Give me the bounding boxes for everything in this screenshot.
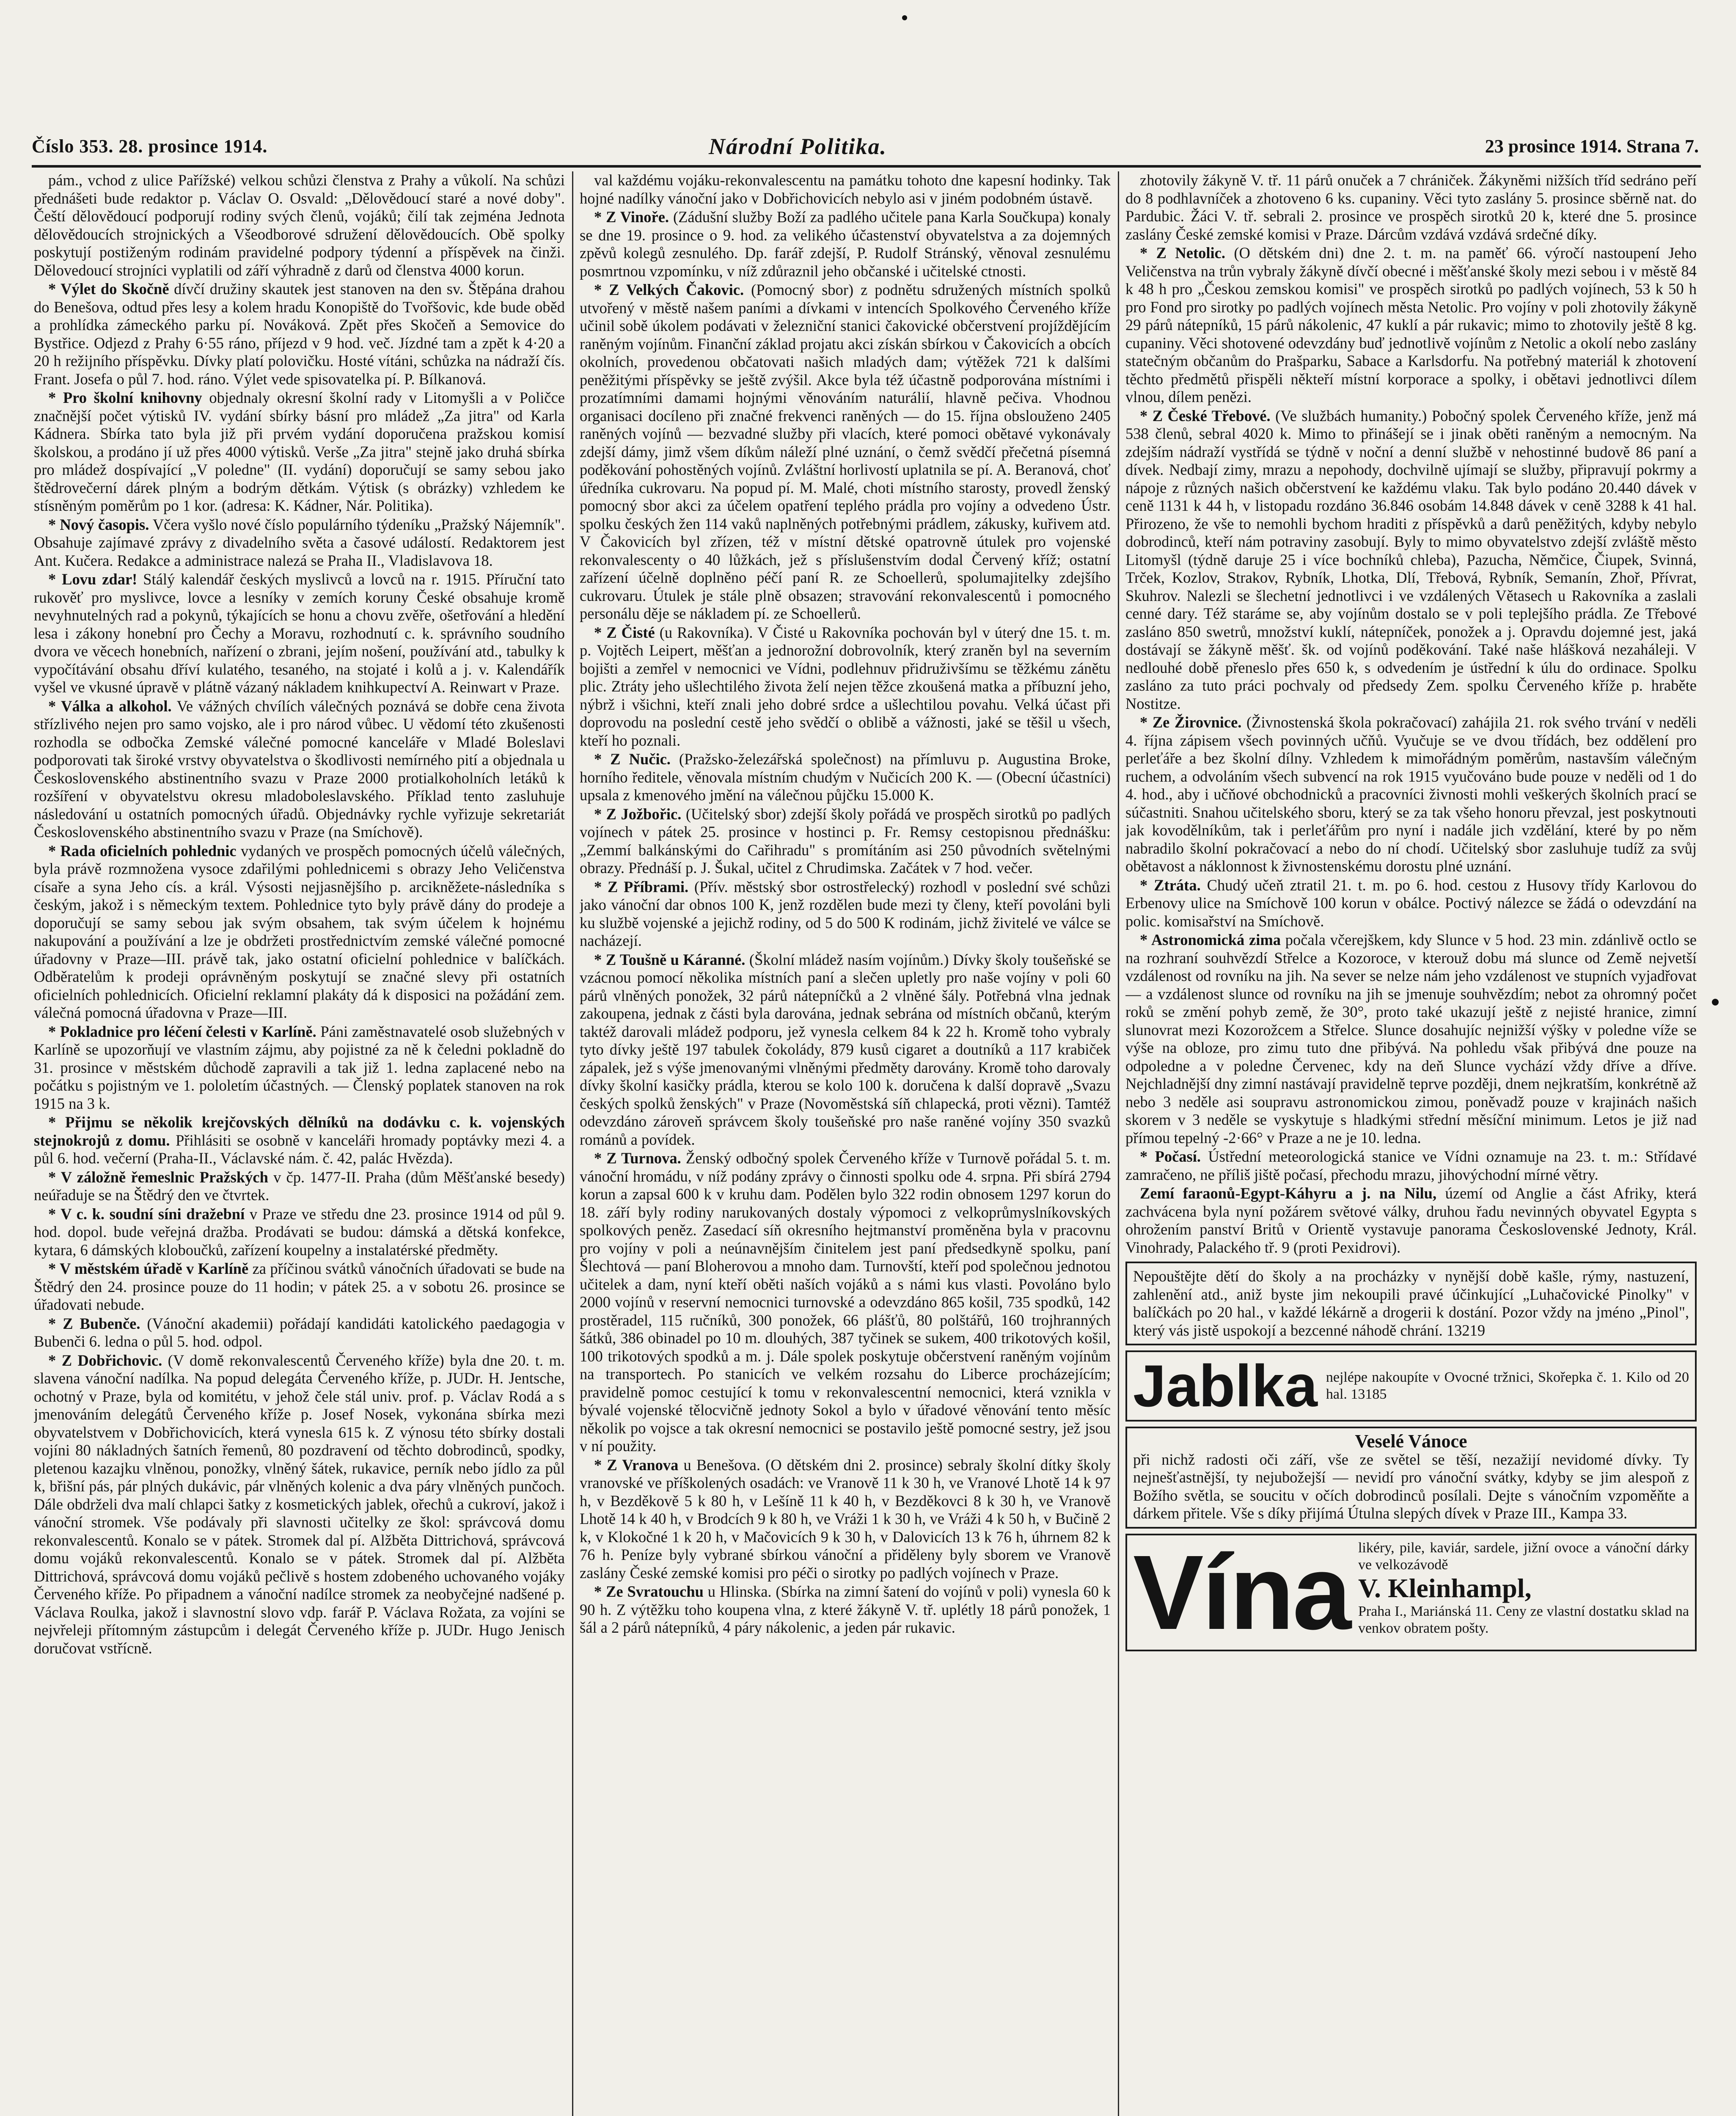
ad-vina-text: likéry, pile, kaviár, sardele, jižní ovoce a vánoční dárky ve velkozávodě <box>1358 1540 1689 1573</box>
article-heading: * Přijmu se několik krejčovských dělníků na dodávku c. k. vojenských stejnokrojů z domu. <box>34 1113 565 1149</box>
article-paragraph <box>580 750 1111 805</box>
article-heading: * Z Dobřichovic. <box>48 1351 162 1369</box>
article-paragraph <box>34 697 565 841</box>
article-body: Ve vážných chvílích válečných poznává se dobře cena života střízlivého nejen pro samo vojsko, ale i pro národ vůbec. U vědomí této zkušenosti rozhodla se odbočka Zemské válečné pomocné kanceláře v Mladé Boleslavi podporovati tak široké vrstvy obyvatelstva o škodlivosti nemírného pití a objednala u Československého abstinentního svazu v Praze 2000 protialkoholních letáků k rozšíření v obyvatelstvu okresu mladoboleslavského. Příklad tento zasluhuje následování u ostatních pomocných úřadů. Objednávky rychle vyřizuje sekretariát Československého abstinentního svazu v Praze (na Smíchově). <box>34 697 565 840</box>
article-body: (Pomocný sbor) z podnětu sdružených místních spolků utvořený v městě našem paními a dívkami v intencích Spolkového Červeného kříže učinil sobě úkolem podávati v železniční stanici čakovické občerstvení projíždějícím raněným vojínům. Finanční základ projatu akci získán sbírkou v Čakovicích a obcích okolních, provedenou občatovati našich mladých dam; výtěžek 721 k dalšími peněžitými příspěvky se ještě zvýšil. Akce byla též účastně podporována místními i prozatímními damami hojnými věnováním naturálií, hlavně pečiva. Vhodnou organisaci docíleno při značné frekvenci raněných — do 15. října obslouženo 2405 raněných vojínů — bezvadné služby při vlacích, které pomoci obětavé vykonávaly zdejší dámy, jimž všem díkům náleží plné uznání, o čemž svědčí přečetná písemná poděkování pohostěných vojínů. Zvláštní horlivostí uplatnila se pí. A. Beranová, choť úředníka cukrovaru. Na popud pí. M. Malé, choti místního starosty, provedl ženský pomocný sbor akci za účelem opatření teplého prádla pro vojíny a odvedeno Ústr. spolku českých žen 114 vaků naplněných potřebnými prádlem, zákusky, kuřivem atd. V Čakovicích byl zřízen, též v místní dětské opatrovně útulek pro vojenské rekonvalescenty o 40 lůžkách, jež s příslušenstvím dodal Červený kříž; ostatní zařízení účelně doplněno péčí paní R. ze Schoellerů, spolumajitelky zdejšího cukrovaru. Útulek je stále plně obsazen; stravování rekonvalescentů i pomocného personálu děje se nákladem pí. ze Schoellerů. <box>580 281 1111 622</box>
article-heading: * Z Netolic. <box>1140 244 1225 262</box>
article-paragraph <box>34 1315 565 1351</box>
column-2 <box>580 171 1111 2116</box>
article-body: počala včerejškem, kdy Slunce v 5 hod. 23 min. zdánlivě octlo se na rozhraní souhvězdí Střelce a Kozoroce, v kterouž dobu má slunce od Země nejvetší vzdálenost od rovníku na jih. Na sever se nelze nám jeho vzdálenost ve stupních vyjadřovat — a vzdálenost slunce od rovníku na jih se jmenuje souhvězdím; nebot za ohromný počet roků se změní pohyb země, že 30°, proto také ukazují ještě z nejisté hranice, zimní slunovrat mezi Kozorožcem a Střelce. Slunce dosahujíc nejnižší výšky v poledne víže se výše na obloze, pro zimu tuto dne přibývá. Na pohledu však přibývá dne pouze na odpoledne a v poledne Červenec, kdy na deň Slunce vychází vždy dříve a dříve. Nejchladnější dny zimní nastávají pravidelně teprve později, dnem nejkratším, konkrétně až nebo 3 neděle asi soupravu astronomickou zimou, poněvadž pouze v krajinách našich skorem v 3 neděle se vyskytuje s hladkými střední měsíční minimum. Letos je již nad přímou tepelný -2·66° v Praze a ne je 10. ledna. <box>1125 931 1697 1146</box>
article-body: pám., vchod z ulice Pařížské) velkou schůzi členstva z Prahy a vůkolí. Na schůzi přednášeti bude redaktor p. Václav O. Osvald: „Dělovědoucí staré a nové doby". Čeští dělovědoucí podporují rodiny svých členů, vojáků; čilí tak zejména Jednota dělovědoucích strojnických a Všeodborové sdružení dělovědoucích. Obě spolky poskytují postiženým rodinám pravidelné podpory týdenní a příspěvek na činži. Dělovedoucí strojníci vyplatili od září výhradně z darů od členstva 4000 korun. <box>34 171 565 279</box>
ad-vanoce <box>1125 1427 1697 1529</box>
article-paragraph <box>580 1149 1111 1455</box>
page-header <box>32 127 1699 167</box>
print-speck <box>1712 999 1719 1006</box>
article-body: (O dětském dni) dne 2. t. m. na paměť 66. výročí nastoupení Jeho Veličenstva na trůn vybraly žákyně dívčí obecné i měšťanské školy mezi sebou i v městě 84 k 48 h pro „Českou zemskou komisi" ve prospěch sirotků po padlých vojínech, 53 k 50 h pro Fond pro sirotky po padlých vojínech města Netolic. Pro vojíny v poli zhotovily žákyně 29 párů nátepníků, 15 párů nákolenic, 47 kuklí a pár rukavic; mimo to zhotovily ještě 8 kg. cupaniny. Věci shotovené odevzdány buď jednotlivě vojínům z Netolic a okolí nebo zaslány statečným občanům do Prašparku, Sabace a Karlsdorfu. Na potřebný materiál k zhotovení těchto předmětů přispěli někteří místní korporace a spolky, i obětavi jednotlivci dílem vlnou, dílem penězi. <box>1125 244 1697 405</box>
article-body: Chudý učeň ztratil 21. t. m. po 6. hod. cestou z Husovy třídy Karlovou do Erbenovy ulice na Smíchově 100 korun v obálce. Poctivý nálezce se žádá o odevzdání na polic. komisařství na Smíchově. <box>1125 876 1697 930</box>
article-body: území od Anglie a část Afriky, která zachvácena byla nyní požárem světové války, druhou řadu nevinných obyvatel Egypta s ohrožením panství Britů v Orientě vystavuje panorama Československé Jednoty, Král. Vinohrady, Palackého tř. 9 (proti Pexidrovi). <box>1125 1185 1697 1256</box>
article-heading: * Pro školní knihovny <box>48 389 202 406</box>
article-heading: Zemí faraonů-Egypt-Káhyru a j. na Nilu, <box>1140 1185 1437 1202</box>
article-heading: * Počasí. <box>1140 1148 1201 1165</box>
date-page: 23 prosince 1914. Strana 7. <box>1485 136 1699 157</box>
article-paragraph <box>580 624 1111 750</box>
article-heading: * Z Velkých Čakovic. <box>594 281 744 298</box>
article-paragraph <box>1125 931 1697 1147</box>
article-heading: * Pokladnice pro léčení čelesti v Karlíně. <box>48 1022 316 1040</box>
article-body: Ústřední meteorologická stanice ve Vídni oznamuje na 23. t. m.: Střídavé zamračeno, ne příliš jiště počasí, přechodu mrazu, jihovýchodní mírné větry. <box>1125 1148 1697 1183</box>
article-body: dívčí družiny skautek jest stanoven na den sv. Štěpána drahou do Benešova, odtud přes lesy a kolem hradu Konopiště do Tvořšovic, kde bude oběd a prohlídka zámeckého parku pí. Nováková. Zpět přes Skočeň a Semovice do Bystřice. Odjezd z Prahy 6·55 ráno, příjezd v 9 hod. več. Jízdné tam a zpět k 4·20 a 20 h režijního příspěvku. Dívky platí polovičku. Hosté vítáni, schůzka na nádraží čís. Frant. Josefa o půl 7. hod. ráno. Výlet vede spisovatelka pí. P. Bílkanová. <box>34 280 565 388</box>
article-body: (Ve službách humanity.) Pobočný spolek Červeného kříže, jenž má 538 členů, sebral 4020 k. Mimo to přinášejí se i jinak oběti raněným a nemocným. Na zdejším nádraží vystřídá se týdně v noční a denní službě v nehostinné budově 86 paní a dívek. Nedbají zimy, mrazu a nepohody, dochvilně ujímají se služby, připravují pokrmy a nápoje z různých našich občerstvení ke každému vlaku. Tak bylo podáno 20.440 dávek v ceně 1131 k 44 h, v listopadu rozdáno 36.846 osobám 14.848 dávek v ceně 3288 k 41 hal. Přirozeno, že vše to nemohli bychom hraditi z příspěvků a darů peněžitých, kdyby nebylo dobrodinců, kteří nám potraviny zasobují. Byly to mimo obyvatelstvo zdejší zvláště město Litomyšl (týdně daruje 25 i více bochníků chleba), Pazucha, Němčice, Čiupek, Svinná, Trček, Kozlov, Strakov, Rybník, Lhotka, Dlí, Třebová, Rybník, Semanín, Zhoř, Přívrat, Skuhrov. Nalezli se šlechetní jednotlivci i ve vzdálených Větasech u Rakovníka a zaslali cenné dary. Též staráme se, aby vojínům dostalo se v poli teplejšího prádla. Ze Třebové zasláno 850 swetrů, množství kuklí, nátepníček, ponožek a j. Opravdu dojemné jest, jaká dostávají se žákyně měšť. šk. od vojínů poděkování. Také naše hlášková nezaháleji. V nedlouhé době přeneslo přes 650 k, s odvedením je ústřední k úlu do ordinace. Spolku zasláno za tuto práci pochvaly od předsedy Zem. spolku Červeného kříže p. hraběte Nostitze. <box>1125 407 1697 712</box>
article-paragraph <box>34 1205 565 1259</box>
article-heading: * Z Jožbořic. <box>594 805 682 823</box>
article-paragraph <box>34 1352 565 1658</box>
article-body: (Přív. městský sbor ostrostřelecký) rozhodl v poslední své schůzi jako vánoční dar obnos 100 K, jenž rozdělen bude mezi ty členy, kteří povoláni byli ku službě vojenské a jejichž rodiny, od 5 do 500 K rodinám, jichž živitelé ve válce se nacházejí. <box>580 878 1111 949</box>
article-body: (Pražsko-železářská společnost) na přímluvu p. Augustina Broke, horního ředitele, věnovala místním chudým v Nučicích 200 K. — (Obecní účastníci) upsala z kmenového jmění na válečnou půjčku 15.000 K. <box>580 750 1111 804</box>
article-body: (Učitelský sbor) zdejší školy pořádá ve prospěch sirotků po padlých vojínech v pátek 25. prosince v hostinci p. Fr. Remsy cestopisnou přednášku: „Zemmí balkánskými do Cařihradu" s promítáním asi 250 původních světelnými obrazy. Přednáší p. J. Šukal, učitel z Chrudimska. Začátek v 7 hod. večer. <box>580 805 1111 876</box>
article-paragraph <box>34 1023 565 1113</box>
article-paragraph <box>34 1113 565 1168</box>
article-heading: * Ze Svratouchu <box>594 1583 704 1600</box>
article-paragraph <box>1125 1185 1697 1256</box>
header-rule <box>32 165 1701 168</box>
column-3 <box>1125 171 1697 2116</box>
issue-number: Číslo 353. 28. prosince 1914. <box>32 136 268 157</box>
article-heading: * Z České Třebové. <box>1140 407 1271 424</box>
column-divider <box>572 171 573 2116</box>
article-body: Ženský odbočný spolek Červeného kříže v Turnově pořádal 5. t. m. vánoční hromádu, v níž podány zprávy o činnosti spolku ode 4. srpna. Při sbírá 2794 korun a zapsal 600 k v kruhu dam. Podělen bylo 322 rodin obnosem 1297 korun do 18. září byly rodiny narukovaných dostaly výpomoci z velkoprůmyslníkovských spolkových peněz. Zasedací síň okresního hejtmanství proměněna byla v pracovnu pro vojíny v poli a neúnavnějším činitelem jest paní předsedkyně spolku, paní Šlechtová — paní Bloherovou a mnoho dam. Turnovští, kteří pod společnou jednotou učitelek a dam, nyní kteří oběti naších vojáků a s námi kus vlasti. Povoláno bylo 2000 vojínů v reservní nemocnici turnovské a odevzdáno 865 košil, 735 spodků, 142 prostěradel, 115 ručníků, 300 ponožek, 66 plášťů, 80 polštářů, 160 trojhranných šátků, 386 obinadel po 10 m. dlouhých, 387 tyčinek se sukem, 400 trikotových košil, 100 trikotových spodků a m. j. Dále spolek poskytuje občerstvení raněným vojínům na transportech. Po stanicích ve velkém rozsahu do Liberce procházejícím; pravidelně pomoc cestující k tomu v rekonvalescentní nemocnici, která vznikla v bývalé vojenské tělocvičně jednoty Sokol a bylo v úřadové věnování tento měsíc několik po vojsce a tak okresní nemocnici se postavilo ještě pomocné sestry, jež jsou v ní použity. <box>580 1149 1111 1455</box>
ad-jablka-text: nejlépe nakoupíte v Ovocné tržnici, Skořepka č. 1. Kilo od 20 hal. 13185 <box>1326 1369 1689 1402</box>
article-body: Stálý kalendář českých myslivců a lovců na r. 1915. Příruční tato rukověť pro myslivce, lovce a lesníky v zemích koruny České obsahuje kromě nevyhnutelných rad a pokynů, týkajících se honu a chovu zvěře, ošetřování a hledění lesa i zákony honební pro Čechy a Moravu, rozhodnutí c. k. správního soudního dvora ve věcech honebních, nařízení o zbrani, jejím nošení, používání atd., tabulky k vypočítávání obsahu dříví kulatého, tesaného, na stojaté i kolů a j. v. Kalendářík vyšel ve vkusné úpravě v plátně vázaný nákladem knihkupectví A. Reinwart v Praze. <box>34 570 565 696</box>
column-1 <box>34 171 565 2116</box>
article-paragraph <box>34 516 565 570</box>
article-heading: * Astronomická zima <box>1140 931 1281 948</box>
article-body: (Živnostenská škola pokračovací) zahájila 21. rok svého trvání v neděli 4. října zápisem všech povinných učňů. Vyučuje se ve dvou třídách, bez oddělení pro perleťáře a bez školní dílny. Vzhledem k mimořádným poměrům, nastavším válečným ruchem, a odvoláním všech subvencí na rok 1915 vyučováno bude pouze v neděli od 1 do 4. hod., aby i učňové obchodnicků a pracovníci živnosti mohli veškerých školních prací se súčastniti. Snahou učitelského sboru, který se za tak všeho honoru převzal, jest poskytnouti jak kovodělníkům, tak i perleťářům pro nyní i nadále jich vzdělání, které by po něm nabradilo školní pokračovací a nebo do ní chodí. Učitelský sbor zasluhuje tudíž za svůj obětavost a náklonnost k živnostenskému dorostu plné uznání. <box>1125 714 1697 875</box>
article-paragraph <box>580 951 1111 1149</box>
article-heading: * Nový časopis. <box>48 515 149 533</box>
column-divider <box>1118 171 1119 2116</box>
article-paragraph <box>580 805 1111 877</box>
ad-jablka <box>1125 1350 1697 1422</box>
article-paragraph <box>580 878 1111 950</box>
article-heading: * V záložně řemeslnic Pražských <box>48 1168 268 1186</box>
article-heading: * Z Vinoře. <box>594 208 669 226</box>
article-body: zhotovily žákyně V. tř. 11 párů onuček a 7 chrániček. Žákyněmi nižších tříd sedráno peří do 8 podhlavníček a zhotoveno 6 ks. cupaniny. Věci tyto zaslány 5. prosince sběrně nat. do Pardubic. Žáci V. tř. sebrali 2. prosince ve prospěch sirotků 20 k, které dne 5. prosince zaslány České zemské komisi v Praze. Dárcům vzdává vzdává srdečné díky. <box>1125 171 1697 243</box>
masthead-title: Národní Politika. <box>709 134 887 159</box>
article-paragraph <box>580 208 1111 280</box>
article-heading: * Válka a alkohol. <box>48 697 172 715</box>
article-body: vydaných ve prospěch pomocných účelů válečných, byla právě rozmnožena vysoce zdařilými pohlednicemi s obrazy Jeho Veličenstva císaře a syna Jeho cís. a král. Výsosti nejjasnějšího p. arcikněžete-následníka s českým, jakož i s německým textem. Pohlednice tyto byly právě dány do prodeje a doporučují se samy sebou jak svým obsahem, tak svým účelem k hojnému nakupování a používání a lze je obdržeti prostřednictvím zemské válečné pomocné úřadovny v Praze—III. právě tak, jako ostatní oficielní pohlednice v balíčkách. Odběratelům k prodeji oprávněným poskytují se značné slevy při ostatních oficielních pohlednicích. Oficielní reklamní plakáty dá k disposici na požádání zem. válečná pomocná úřadovna v Praze—III. <box>34 842 565 1021</box>
column-3-articles <box>1125 171 1697 1256</box>
article-body: (u Rakovníka). V Čisté u Rakovníka pochován byl v úterý dne 15. t. m. p. Vojtěch Leipert, měšťan a jednorožní dobrovolník, který zraněn byl na severním bojišti a zemřel v nemocnici ve Vídni, podlehnuv přidruživšímu se těžkému zánětu plic. Ztráty jeho ušlechtilého života želí nejen těžce zkoušená matka a příbuzní jeho, nýbrž i všichni, kteří znali jeho dobré srdce a ušlechtilou povahu. Velká účast při doprovodu na poslední cestě jeho svědčí o oblibě a vážnosti, jaké se těšil u všech, kteří ho poznali. <box>580 623 1111 749</box>
article-body: objednaly okresní školní rady v Litomyšli a v Poličce značnější počet výtisků IV. vydání sbírky básní pro mládež „Za jitra" od Karla Kádnera. Sbírka tato byla již při prvém vydání doporučena pražskou komisí školskou, a prodáno jí už přes 4000 výtisků. Verše „Za jitra" stejně jako druhá sbírka pro mládež dospívající „V poledne" (II. vydání) doporučují se samy sebou jako štědrovečerní dárek plným a bodrým dětkám. Výtisk (s obrázky) vzhledem ke stísněným poměrům po 1 kor. (adresa: K. Kádner, Nár. Politika). <box>34 389 565 514</box>
article-paragraph <box>34 1260 565 1314</box>
article-body: (V domě rekonvalescentů Červeného kříže) byla dne 20. t. m. slavena vánoční nadílka. Na popud delegáta Červeného kříže, p. JUDr. H. Jentsche, ochotný v Praze, byla od komitétu, v jehož čele stál univ. prof. p. Václav Rodá a s jmenováním delegátů Červeného kříže p. Josef Nosek, vykonána sbírka mezi obyvatelstvem v Dobřichovicích, která vynesla 615 k. Z výnosu této sbírky dostali vojíni 80 nákladných šatních řemenů, 80 pozdravení od těchto dobrodinců, spodky, pletenou kazajku vlněnou, ponožky, vlněný šátek, rukavice, perník nebo jídlo za půl k, břišní pás, pár plných dukávic, pár vlněných kolenic a dva páry vlněných punčoch. Dále obdrželi dva malí chlapci šatky z kosmetických jablek, ořechů a cukroví, jakož i vánoční stromek. Vše podávaly při slavnosti učitelky ze škol: správcová domu rekonvalescentů. Konalo se v pátek. Stromek dal pí. Alžběta Dittrichová, správcová domu vojáků rekonvalescentů. Konalo se v pátek. Stromek dal pí. Alžběta Dittrichová, správcová domu vojáků pečlivě s hostem zdobeného uchovaného vojáky Červeného kříže. Po připadnem a vánoční nadílce stromek za neobyčejné nadšené p. Václava Roulka, jakož i slavnostní slovo vdp. farář P. Václava Rožata, za vojíni se nejvřeleji přítomným zástupcům i delegát Červeného kříže p. JUDr. Hugo Jenisch doručovat vstřícně. <box>34 1351 565 1657</box>
article-paragraph <box>34 389 565 515</box>
ad-vina-firm: V. Kleinhampl, <box>1358 1573 1532 1603</box>
article-paragraph <box>1125 876 1697 931</box>
article-paragraph <box>1125 714 1697 876</box>
article-paragraph <box>580 281 1111 623</box>
article-body: Včera vyšlo nové číslo populárního týdeníku „Pražský Nájemník". Obsahuje zajímavé zprávy z divadelního světa a časové událostí. Redaktorem jest Ant. Kučera. Redakce a administrace nalezá se Praha II., Vladislavova 18. <box>34 515 565 569</box>
article-paragraph <box>580 1456 1111 1582</box>
article-paragraph <box>34 842 565 1022</box>
ad-pinolky <box>1125 1262 1697 1345</box>
article-body: za příčinou svátků vánočních úřadovati se bude na Štědrý den 24. prosince pouze do 11 hodin; v pátek 25. a v sobotu 26. prosince se úřadovati nebude. <box>34 1260 565 1313</box>
article-body: Páni zaměstnavatelé osob služebných v Karlíně se upozorňují ve vlastním zájmu, aby pojistné za ně k čeledni pokladně do 31. prosince v městském důchodě zapravili a tak již 1. ledna zaplacené nebo na počátku s pojistným ve 1. pololetím účastných. — Členský poplatek stanoven na rok 1915 na 3 k. <box>34 1022 565 1112</box>
article-heading: * Z Toušně u Káranné. <box>594 951 746 968</box>
article-heading: * Z Vranova <box>594 1456 679 1474</box>
article-body: (Vánoční akademii) pořádají kandidáti katolického paedagogia v Bubenči 6. ledna o půl 5. hod. odpol. <box>34 1314 565 1350</box>
article-heading: * V městském úřadě v Karlíně <box>48 1260 249 1277</box>
article-heading: * Z Bubenče. <box>48 1314 140 1332</box>
article-paragraph <box>1125 244 1697 406</box>
article-paragraph <box>580 171 1111 207</box>
article-paragraph <box>34 1168 565 1204</box>
article-body: v čp. 1477-II. Praha (dům Měšťanské besedy) neúřaduje se na Štědrý den ve čtvrtek. <box>34 1168 565 1204</box>
article-paragraph <box>34 570 565 697</box>
article-body: Přihlásiti se osobně v kanceláři hromady poptávky mezi 4. a půl 6. hod. večerní (Praha-II., Václavské nám. č. 42, palác Hvězda). <box>34 1131 565 1167</box>
article-heading: * Z Nučic. <box>594 750 671 768</box>
article-heading: * Ze Žirovnice. <box>1140 714 1242 731</box>
article-paragraph <box>580 1583 1111 1637</box>
article-heading: * Z Příbrami. <box>594 878 689 895</box>
article-paragraph <box>34 171 565 279</box>
ad-vina-title: Vína <box>1133 1533 1350 1651</box>
article-body: val každému vojáku-rekonvalescentu na památku tohoto dne kapesní hodinky. Tak hojné nadílky vánoční jako v Dobřichovicích nebylo asi v jiném podobném ústavě. <box>580 171 1111 207</box>
ad-vanoce-title: Veselé Vánoce <box>1355 1431 1467 1452</box>
article-heading: * Z Turnova. <box>594 1149 681 1167</box>
ad-vina <box>1125 1534 1697 1651</box>
article-paragraph <box>1125 171 1697 243</box>
ad-pinolky-text: Nepouštějte dětí do školy a na procházky v nynější době kašle, rýmy, nastuzení, zahlenění atd., aniž byste jim nekoupili pravé účinkující „Luhačovické Pinolky" v balíčkách po 20 hal., v každé lékárně a drogerii k dostání. Pozor vždy na jméno „Pinol", který vás jistě uspokojí a bezcenné náhodě chrání. 13219 <box>1133 1267 1689 1339</box>
article-body: u Hlinska. (Sbírka na zimní šatení do vojínů v poli) vynesla 60 k 90 h. Z výtěžku toho koupena vlna, z které žákyně V. tř. uplétly 18 párů ponožek, 1 šál a 2 párů nátepníků, 4 páry nákolenic, a jeden pár rukavic. <box>580 1583 1111 1636</box>
article-paragraph <box>34 280 565 388</box>
ad-jablka-title: Jablka <box>1133 1353 1318 1419</box>
article-paragraph <box>1125 1148 1697 1184</box>
ad-vanoce-text: při nichž radosti oči září, vše ze světel se těší, nezažijí nevidomé dívky. Ty nejnešťastnější, ty nejubožejší — nevidí pro vánoční svátky, kdyby se jim alespoň z Božího světla, se soucitu v očích dobrodinců posílali. Dejte s vánočním vzpoměňte a dárkem přitele. Vše s díky přijímá Útulna slepých dívek v Praze III., Kampa 33. <box>1133 1450 1689 1522</box>
article-heading: * Rada oficielních pohlednic <box>48 842 237 860</box>
article-heading: * Z Čisté <box>594 623 655 641</box>
article-heading: * Lovu zdar! <box>48 570 138 588</box>
article-heading: * Výlet do Skočně <box>48 280 169 298</box>
article-body: (Zádušní služby Boží za padlého učitele pana Karla Součkupa) konaly se dne 19. prosince o 9. hod. za velikého účastenství obyvatelstva a za dojemných zpěvů kolegů zesnulého. Dp. farář zdejší, P. Rudolf Stránský, věnoval zesnulému posmrtnou vzpomínku, v níž zdůraznil jeho občanské i učitelské ctnosti. <box>580 208 1111 280</box>
article-body: u Benešova. (O dětském dni 2. prosince) sebraly školní dítky školy vranovské ve příškolených osadách: ve Vranově 11 k 30 h, ve Vranové Lhotě 14 k 97 h, v Bezděkově 5 k 80 h, v Lešíně 11 k 40 h, v Bezděkovci 8 k 30 h, ve Vranově Lhotě 14 k 40 h, v Brodcích 9 k 80 h, ve Vráži 1 k 30 h, ve Vráži 4 k 50 h, v Bučině 2 k, v Klokočné 1 k 20 h, v Mačovicích 9 k 30 h, v Dalovicích 13 k 76 h, úhrnem 82 k 76 h. Peníze byly vybrané sbírkou vánoční a přiděleny byly sborem ve Vranově zaslány České zemské komisi pro péči o sirotky po padlých vojínech v Praze. <box>580 1456 1111 1581</box>
article-heading: * Ztráta. <box>1140 876 1201 894</box>
ad-vina-address: Praha I., Mariánská 11. Ceny ze vlastní dostatku sklad na venkov obratem pošty. <box>1358 1603 1689 1636</box>
article-paragraph <box>1125 407 1697 713</box>
article-heading: * V c. k. soudní síni dražební <box>48 1205 245 1223</box>
print-speck <box>902 15 907 20</box>
article-body: v Praze ve středu dne 23. prosince 1914 od půl 9. hod. dopol. bude veřejná dražba. Prodávati se budou: dámská a dětská konfekce, kytara, 6 dámských kloboučků, zařízení koupelny a instalatérské předměty. <box>34 1205 565 1259</box>
article-body: (Školní mládež nasím vojínům.) Dívky školy toušeňské se vzácnou pomocí několika místních paní a slečen upletly pro naše vojíny v poli 60 párů vlněných ponožek, 32 párů nátepníčků a 2 vlněné šály. Potřebná vlna jednak zakoupena, jednak z části byla darována, jednak sebrána od místních občanů, kterým taktéž darovali mládež podporu, jež vynesla celkem 84 k 22 h. Kromě toho vybraly tyto dívky ještě 197 tabulek čokolády, 879 kusů cigaret a doutníků a 117 krabiček zápalek, jež s výše jmenovanými vlněnými předměty darovány. Kromě toho darovaly dívky školní kasičky prádla, kterou se kolo 100 k. doručena k další dopravě „Svazu českých spolků ženských" v Praze (Novoměstská síň chlapecká, proti vězni). Tamtéž odevzdáno zároveň správcem školy toušeňské pro naše raněné vojíny 350 svazků románů a povídek. <box>580 951 1111 1148</box>
